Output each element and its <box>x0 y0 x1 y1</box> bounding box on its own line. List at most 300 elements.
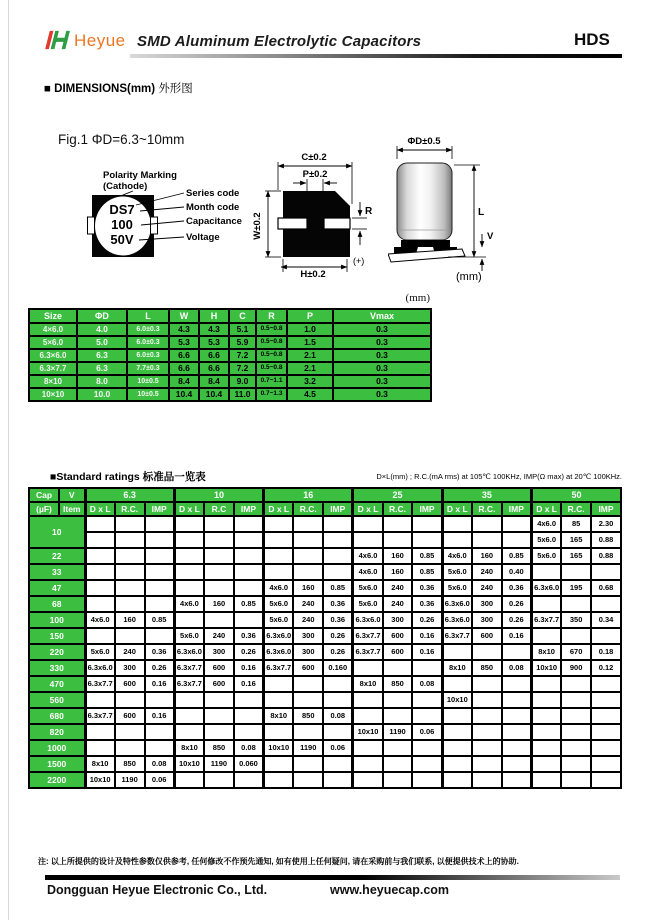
rating-cell <box>472 516 502 532</box>
rating-cell: 6.3x7.7 <box>174 676 204 692</box>
rating-cell: 0.26 <box>145 660 175 676</box>
rating-cell: 300 <box>293 628 323 644</box>
rating-cell <box>145 596 175 612</box>
rating-cell <box>531 772 561 788</box>
rating-cell: 0.06 <box>323 740 353 756</box>
rating-cell: 10x10 <box>531 660 561 676</box>
rating-cell: 195 <box>561 580 591 596</box>
rating-cell: 850 <box>472 660 502 676</box>
sub-header: IMP <box>412 502 442 516</box>
figure-caption: Fig.1 ΦD=6.3~10mm <box>58 132 185 147</box>
rating-cell <box>323 548 353 564</box>
rating-cell: 6.3x7.7 <box>85 676 115 692</box>
footer-rule <box>45 875 620 880</box>
heyue-logo-icon <box>44 29 72 51</box>
sub-header: R.C. <box>383 502 413 516</box>
rating-cell: 0.85 <box>412 548 442 564</box>
cap-value-cell: 68 <box>29 596 85 612</box>
rating-cell: 240 <box>383 580 413 596</box>
rating-cell <box>412 516 442 532</box>
rating-cell: 4x6.0 <box>353 548 383 564</box>
dim-cell: 7.7±0.3 <box>127 362 169 375</box>
rating-cell <box>85 516 115 532</box>
dim-cell: 6.0±0.3 <box>127 336 169 349</box>
rating-cell: 5x6.0 <box>531 548 561 564</box>
sub-header: R.C <box>204 502 234 516</box>
rating-cell: 670 <box>561 644 591 660</box>
rating-cell: 160 <box>472 548 502 564</box>
dim-cell: 0.5~0.8 <box>256 323 287 336</box>
rating-cell <box>204 564 234 580</box>
rating-cell: 600 <box>115 676 145 692</box>
rating-cell: 0.060 <box>234 756 264 772</box>
rating-cell: 0.26 <box>323 628 353 644</box>
rating-cell <box>472 676 502 692</box>
dim-cell: 5.1 <box>229 323 256 336</box>
rating-cell: 600 <box>115 708 145 724</box>
rating-row <box>29 708 621 724</box>
rating-cell: 0.85 <box>502 548 532 564</box>
rating-cell: 0.34 <box>591 612 621 628</box>
rating-cell <box>412 740 442 756</box>
rating-cell <box>293 772 323 788</box>
rating-cell: 8x10 <box>85 756 115 772</box>
rating-cell <box>502 676 532 692</box>
dim-cell: 8.4 <box>199 375 229 388</box>
logo-text: Heyue <box>74 31 126 50</box>
rating-cell <box>115 596 145 612</box>
cap-value-cell: 47 <box>29 580 85 596</box>
rating-cell <box>264 772 294 788</box>
dim-col-header: W <box>169 309 199 323</box>
rating-cell: 0.16 <box>145 708 175 724</box>
rating-cell: 0.26 <box>323 644 353 660</box>
dim-label-plus: (+) <box>353 256 365 266</box>
rating-cell: 240 <box>204 628 234 644</box>
rating-cell <box>442 724 472 740</box>
rating-cell: 5x6.0 <box>85 644 115 660</box>
website-url[interactable]: www.heyuecap.com <box>330 883 450 897</box>
rating-cell: 0.36 <box>412 580 442 596</box>
dim-row <box>29 375 431 388</box>
cap-unit-header: (µF) <box>29 502 59 516</box>
dim-cell: 6.3 <box>77 349 127 362</box>
marking-capacitance: 100 <box>111 217 133 232</box>
rating-cell <box>591 772 621 788</box>
sub-header: IMP <box>234 502 264 516</box>
rating-cell <box>561 596 591 612</box>
dim-cell: 4×6.0 <box>29 323 77 336</box>
rating-cell: 0.08 <box>412 676 442 692</box>
rating-cell <box>115 516 145 532</box>
callout-voltage: Voltage <box>186 232 220 243</box>
rating-cell: 6.3x6.0 <box>531 580 561 596</box>
rating-cell <box>353 692 383 708</box>
polarity-label-2: (Cathode) <box>103 181 148 192</box>
rating-cell: 6.3x6.0 <box>442 612 472 628</box>
ratings-table-head <box>29 488 621 516</box>
cap-value-cell: 680 <box>29 708 85 724</box>
rating-cell: 5x6.0 <box>174 628 204 644</box>
dim-cell: 8.0 <box>77 375 127 388</box>
rating-cell: 350 <box>561 612 591 628</box>
rating-cell <box>85 724 115 740</box>
cap-header: Cap <box>29 488 59 502</box>
callout-month-code: Month code <box>186 202 240 213</box>
dim-cell: 5.9 <box>229 336 256 349</box>
rating-cell <box>145 564 175 580</box>
dim-cell: 3.2 <box>287 375 333 388</box>
rating-cell: 4x6.0 <box>531 516 561 532</box>
dim-cell: 2.1 <box>287 349 333 362</box>
rating-cell <box>264 548 294 564</box>
rating-cell: 0.85 <box>323 580 353 596</box>
rating-cell <box>353 772 383 788</box>
rating-cell <box>204 724 234 740</box>
rating-cell: 5x6.0 <box>353 580 383 596</box>
rating-cell <box>353 708 383 724</box>
rating-cell <box>472 724 502 740</box>
dim-cell: 7.2 <box>229 349 256 362</box>
rating-cell: 600 <box>204 676 234 692</box>
rating-cell: 6.3x6.0 <box>442 596 472 612</box>
rating-cell <box>85 596 115 612</box>
cap-value-cell: 100 <box>29 612 85 628</box>
dim-cell: 2.1 <box>287 362 333 375</box>
rating-cell: 0.08 <box>502 660 532 676</box>
rating-cell <box>472 740 502 756</box>
dim-cell: 11.0 <box>229 388 256 401</box>
rating-cell <box>323 724 353 740</box>
rating-cell: 160 <box>293 580 323 596</box>
capacitor-side-diagram <box>388 133 503 283</box>
callout-series-code: Series code <box>186 188 240 199</box>
sub-header: IMP <box>502 502 532 516</box>
rating-cell <box>204 692 234 708</box>
rating-row <box>29 516 621 532</box>
rating-cell: 0.26 <box>502 596 532 612</box>
rating-cell <box>85 740 115 756</box>
rating-cell <box>293 676 323 692</box>
rating-cell <box>591 724 621 740</box>
rating-cell: 0.16 <box>502 628 532 644</box>
rating-cell <box>145 628 175 644</box>
rating-cell: 0.36 <box>502 580 532 596</box>
diagram-unit-label: (mm) <box>456 271 482 283</box>
rating-cell: 0.08 <box>145 756 175 772</box>
rating-row <box>29 596 621 612</box>
rating-cell <box>383 708 413 724</box>
voltage-header: 25 <box>353 488 442 502</box>
rating-cell <box>591 756 621 772</box>
rating-cell <box>442 740 472 756</box>
sub-header: IMP <box>323 502 353 516</box>
rating-cell <box>383 532 413 548</box>
rating-cell <box>264 692 294 708</box>
rating-cell <box>145 580 175 596</box>
rating-cell: 6.3x7.7 <box>174 660 204 676</box>
rating-cell <box>531 692 561 708</box>
sub-header: D x L <box>85 502 115 516</box>
dim-cell: 6.6 <box>169 349 199 362</box>
rating-cell <box>234 564 264 580</box>
rating-cell: 165 <box>561 532 591 548</box>
rating-cell <box>323 564 353 580</box>
cap-value-cell: 150 <box>29 628 85 644</box>
rating-cell <box>591 676 621 692</box>
rating-cell <box>234 548 264 564</box>
voltage-header: 16 <box>264 488 353 502</box>
dim-cell: 6.3 <box>77 362 127 375</box>
rating-cell <box>115 580 145 596</box>
rating-cell: 240 <box>293 596 323 612</box>
rating-cell: 0.85 <box>234 596 264 612</box>
rating-cell <box>174 612 204 628</box>
dim-col-header: C <box>229 309 256 323</box>
rating-cell <box>115 532 145 548</box>
rating-cell: 600 <box>383 628 413 644</box>
rating-cell <box>204 612 234 628</box>
rating-cell <box>293 548 323 564</box>
dim-cell: 0.3 <box>333 336 431 349</box>
rating-cell <box>531 756 561 772</box>
rating-cell: 0.36 <box>145 644 175 660</box>
rating-cell <box>472 708 502 724</box>
rating-cell <box>561 756 591 772</box>
rating-cell <box>174 708 204 724</box>
sub-header: R.C. <box>115 502 145 516</box>
rating-cell: 0.160 <box>323 660 353 676</box>
rating-cell <box>85 548 115 564</box>
rating-cell: 6.3x7.7 <box>353 628 383 644</box>
rating-cell <box>85 532 115 548</box>
rating-cell <box>115 740 145 756</box>
dim-cell: 1.5 <box>287 336 333 349</box>
cap-value-cell: 22 <box>29 548 85 564</box>
rating-cell: 600 <box>293 660 323 676</box>
dim-cell: 9.0 <box>229 375 256 388</box>
rating-cell <box>561 564 591 580</box>
cap-value-cell: 2200 <box>29 772 85 788</box>
rating-cell <box>264 724 294 740</box>
rating-cell: 4x6.0 <box>85 612 115 628</box>
rating-cell <box>472 692 502 708</box>
sub-header: R.C. <box>472 502 502 516</box>
rating-cell: 10x10 <box>174 756 204 772</box>
rating-row <box>29 660 621 676</box>
rating-cell: 0.08 <box>234 740 264 756</box>
rating-cell <box>293 724 323 740</box>
rating-cell <box>472 644 502 660</box>
rating-cell: 5x6.0 <box>353 596 383 612</box>
rating-cell: 2.30 <box>591 516 621 532</box>
rating-cell <box>531 676 561 692</box>
rating-cell <box>561 692 591 708</box>
rating-cell <box>264 516 294 532</box>
dim-cell: 4.5 <box>287 388 333 401</box>
rating-cell: 4x6.0 <box>264 580 294 596</box>
company-name: Dongguan Heyue Electronic Co., Ltd. <box>47 883 268 897</box>
rating-cell <box>353 740 383 756</box>
section-title-cn: 外形图 <box>158 83 193 95</box>
dim-col-header: H <box>199 309 229 323</box>
marking-voltage: 50V <box>110 232 134 247</box>
dim-cell: 6.6 <box>199 349 229 362</box>
rating-cell: 160 <box>204 596 234 612</box>
rating-cell <box>85 564 115 580</box>
rating-row <box>29 580 621 596</box>
rating-cell: 850 <box>115 756 145 772</box>
rating-cell <box>442 516 472 532</box>
dim-col-header: L <box>127 309 169 323</box>
rating-cell <box>502 692 532 708</box>
dim-label-p: P±0.2 <box>302 169 328 180</box>
rating-cell <box>145 724 175 740</box>
rating-cell <box>531 740 561 756</box>
rating-cell <box>115 628 145 644</box>
cap-value-cell: 33 <box>29 564 85 580</box>
rating-cell <box>234 708 264 724</box>
rating-cell <box>531 708 561 724</box>
rating-cell: 0.26 <box>502 612 532 628</box>
rating-cell: 6.3x7.7 <box>442 628 472 644</box>
dim-col-header: R <box>256 309 287 323</box>
rating-cell: 300 <box>115 660 145 676</box>
rating-cell: 0.16 <box>145 676 175 692</box>
rating-cell <box>174 772 204 788</box>
rating-cell <box>323 516 353 532</box>
rating-row <box>29 612 621 628</box>
dim-cell: 6.3×7.7 <box>29 362 77 375</box>
rating-cell <box>353 756 383 772</box>
rating-cell: 900 <box>561 660 591 676</box>
rating-cell <box>234 516 264 532</box>
rating-cell <box>531 596 561 612</box>
rating-cell <box>502 644 532 660</box>
rating-cell: 0.26 <box>234 644 264 660</box>
rating-cell <box>591 628 621 644</box>
dim-cell: 10×10 <box>29 388 77 401</box>
rating-cell: 6.3x6.0 <box>174 644 204 660</box>
rating-cell <box>323 532 353 548</box>
rating-cell <box>383 692 413 708</box>
rating-cell: 0.85 <box>145 612 175 628</box>
rating-cell <box>323 756 353 772</box>
rating-cell <box>145 516 175 532</box>
rating-cell: 1190 <box>115 772 145 788</box>
dim-cell: 6.6 <box>199 362 229 375</box>
rating-cell: 0.16 <box>412 644 442 660</box>
rating-cell: 0.36 <box>412 596 442 612</box>
rating-cell <box>442 532 472 548</box>
rating-cell <box>204 580 234 596</box>
rating-cell: 6.3x7.7 <box>85 708 115 724</box>
rating-cell: 4x6.0 <box>174 596 204 612</box>
rating-cell: 240 <box>383 596 413 612</box>
rating-cell <box>85 580 115 596</box>
rating-cell: 1190 <box>293 740 323 756</box>
rating-cell <box>174 692 204 708</box>
dim-cell: 4.3 <box>169 323 199 336</box>
rating-cell <box>561 676 591 692</box>
rating-cell: 6.3x6.0 <box>85 660 115 676</box>
rating-cell <box>174 532 204 548</box>
rating-cell <box>353 660 383 676</box>
dim-cell: 10±0.5 <box>127 375 169 388</box>
rating-cell <box>561 708 591 724</box>
rating-cell <box>174 548 204 564</box>
dim-cell: 10±0.5 <box>127 388 169 401</box>
dim-label-phid: ΦD±0.5 <box>407 136 441 147</box>
rating-cell <box>204 532 234 548</box>
dim-row <box>29 349 431 362</box>
voltage-header: 10 <box>174 488 263 502</box>
rating-cell: 0.08 <box>323 708 353 724</box>
voltage-header: 35 <box>442 488 531 502</box>
rating-cell: 5x6.0 <box>264 612 294 628</box>
rating-cell <box>293 756 323 772</box>
rating-cell <box>502 708 532 724</box>
rating-cell: 10x10 <box>442 692 472 708</box>
rating-cell <box>383 660 413 676</box>
rating-cell <box>145 548 175 564</box>
rating-cell: 165 <box>561 548 591 564</box>
page-title: SMD Aluminum Electrolytic Capacitors <box>137 33 422 50</box>
rating-cell <box>115 692 145 708</box>
rating-cell <box>264 564 294 580</box>
rating-cell: 4x6.0 <box>442 548 472 564</box>
dim-label-l: L <box>478 207 485 218</box>
rating-cell: 6.3x6.0 <box>353 612 383 628</box>
dim-cell: 4.3 <box>199 323 229 336</box>
dimensions-table-body <box>29 309 431 401</box>
rating-row <box>29 756 621 772</box>
rating-cell <box>502 756 532 772</box>
dimensions-table <box>28 308 432 402</box>
rating-cell: 1190 <box>383 724 413 740</box>
rating-cell: 5x6.0 <box>442 580 472 596</box>
rating-cell <box>115 564 145 580</box>
rating-row <box>29 692 621 708</box>
dim-table-unit: (mm) <box>405 292 430 304</box>
rating-cell: 0.18 <box>591 644 621 660</box>
dim-cell: 10.4 <box>169 388 199 401</box>
rating-cell <box>502 724 532 740</box>
rating-cell: 0.36 <box>323 612 353 628</box>
rating-cell <box>591 692 621 708</box>
cap-value-cell: 560 <box>29 692 85 708</box>
rating-cell <box>531 724 561 740</box>
rating-cell: 0.85 <box>412 564 442 580</box>
cap-value-cell: 1500 <box>29 756 85 772</box>
sub-header: D x L <box>174 502 204 516</box>
cap-value-cell: 820 <box>29 724 85 740</box>
rating-cell: 6.3x6.0 <box>264 644 294 660</box>
rating-cell <box>85 692 115 708</box>
rating-cell <box>591 596 621 612</box>
dim-label-c: C±0.2 <box>301 152 327 163</box>
rating-cell <box>591 564 621 580</box>
cap-value-cell: 10 <box>29 516 85 548</box>
dim-cell: 0.3 <box>333 388 431 401</box>
section-title-en: DIMENSIONS(mm) <box>54 83 156 95</box>
sub-header: IMP <box>145 502 175 516</box>
rating-cell <box>472 532 502 548</box>
rating-cell <box>145 532 175 548</box>
cap-value-cell: 1000 <box>29 740 85 756</box>
rating-cell <box>383 516 413 532</box>
rating-cell <box>293 516 323 532</box>
